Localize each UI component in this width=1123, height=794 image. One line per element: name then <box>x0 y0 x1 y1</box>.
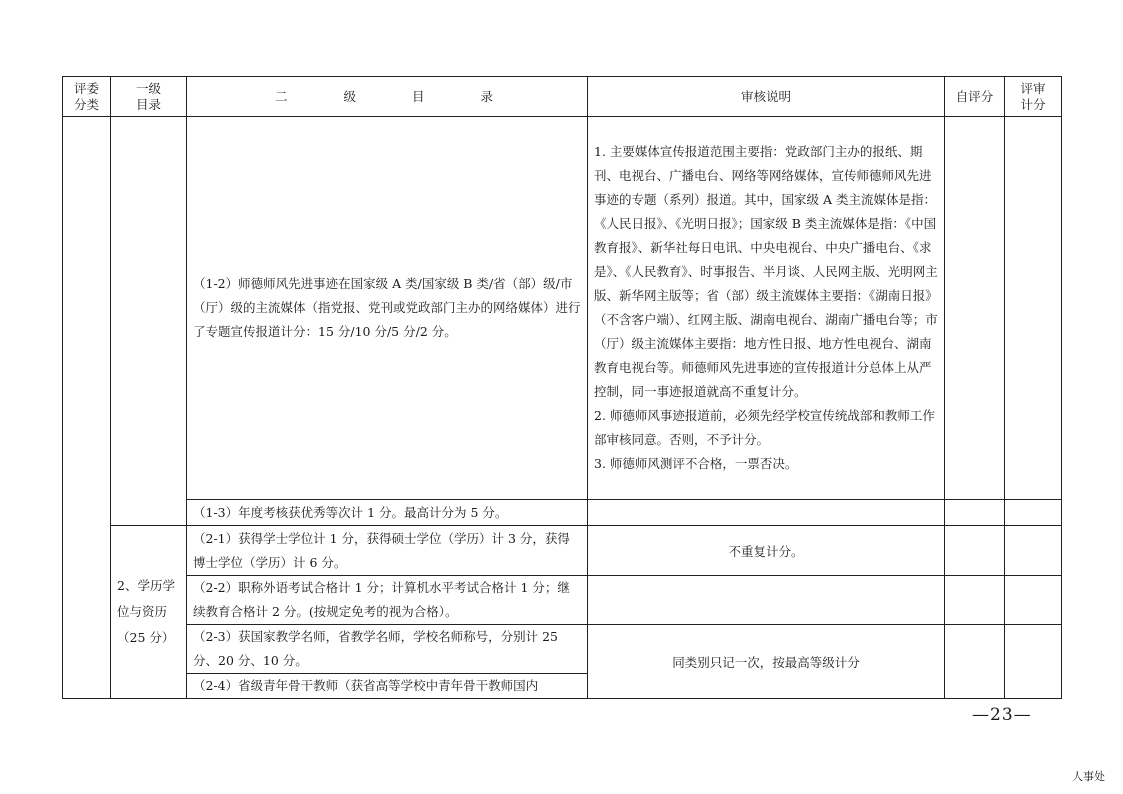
header-row <box>63 77 1062 117</box>
item-2-4: （2-4）省级青年骨干教师（获省高等学校中青年骨干教师国内 <box>187 674 588 699</box>
table-row <box>63 576 1062 625</box>
note-3: 3. 师德师风测评不合格，一票否决。 <box>594 456 798 471</box>
item-1-3: （1-3）年度考核获优秀等次计 1 分。最高计分为 5 分。 <box>187 500 588 526</box>
notes-1-2 <box>588 117 945 500</box>
table-row <box>63 625 1062 674</box>
notes-2-2 <box>588 576 945 625</box>
item-2-1: （2-1）获得学士学位计 1 分，获得硕士学位（学历）计 3 分，获得博士学位（学历）计 6 分。 <box>187 526 588 576</box>
note-2: 2. 师德师风事迹报道前，必须先经学校宣传统战部和教师工作部审核同意。否则，不予计分。 <box>594 408 935 447</box>
self-score-cell[interactable] <box>945 576 1005 625</box>
footer-mark: 人事处 <box>1072 770 1105 783</box>
self-score-cell[interactable] <box>945 117 1005 500</box>
header-self-score: 自评分 <box>945 77 1005 117</box>
note-1: 1. 主要媒体宣传报道范围主要指：党政部门主办的报纸、期刊、电视台、广播电台、网络等网络媒体，宣传师德师风先进事迹的专题（系列）报道。其中，国家级 A 类主流媒体是指：《人民日报》、《光明日报》；国家级 B 类主流媒体是指：《中国教育报》、新华社每日电讯、中央电视台、中央广播电台、《求是》、《人民教育》、时事报告、半月谈、人民网主版、光明网主版、新华网主版等；省（部）级主流媒体主要指：《湖南日报》（不含客户端）、红网主版、湖南电视台、湖南广播电台等；市（厅）级主流媒体主要指：地方性日报、地方性电视台、湖南教育电视台等。师德师风先进事迹的宣传报道计分总体上从严控制，同一事迹报道就高不重复计分。 <box>594 144 938 399</box>
item-2-2: （2-2）职称外语考试合格计 1 分；计算机水平考试合格计 1 分；继续教育合格计 2 分。(按规定免考的视为合格）。 <box>187 576 588 625</box>
table-row <box>63 526 1062 576</box>
notes-2-1: 不重复计分。 <box>588 526 945 576</box>
notes-1-3 <box>588 500 945 526</box>
self-score-cell[interactable] <box>945 625 1005 699</box>
review-score-cell[interactable] <box>1005 526 1062 576</box>
table-row <box>63 500 1062 526</box>
item-2-3: （2-3）获国家教学名师，省教学名师，学校名师称号，分别计 25 分、20 分、10 分。 <box>187 625 588 674</box>
self-score-cell[interactable] <box>945 526 1005 576</box>
evaluation-table <box>62 76 1062 699</box>
table-row <box>63 117 1062 500</box>
review-score-cell[interactable] <box>1005 117 1062 500</box>
review-score-cell[interactable] <box>1005 625 1062 699</box>
committee-category-cell <box>63 117 111 699</box>
header-level2: 二 级 目 录 <box>187 77 588 117</box>
level1-cell-1 <box>111 117 187 526</box>
notes-2-3-2-4: 同类别只记一次，按最高等级计分 <box>588 625 945 699</box>
item-1-2: （1-2）师德师风先进事迹在国家级 A 类/国家级 B 类/省（部）级/市（厅）级的主流媒体（指党报、党刊或党政部门主办的网络媒体）进行了专题宣传报道计分：15 分/10 分/5 分/2 分。 <box>187 117 588 500</box>
self-score-cell[interactable] <box>945 500 1005 526</box>
header-review-score: 评审 计分 <box>1005 77 1062 117</box>
level1-category-2: 2、学历学位与资历（25 分） <box>111 526 187 699</box>
review-score-cell[interactable] <box>1005 576 1062 625</box>
header-committee-category: 评委 分类 <box>63 77 111 117</box>
page-number: —23— <box>972 705 1032 725</box>
header-level1: 一级 目录 <box>111 77 187 117</box>
review-score-cell[interactable] <box>1005 500 1062 526</box>
header-review-notes: 审核说明 <box>588 77 945 117</box>
